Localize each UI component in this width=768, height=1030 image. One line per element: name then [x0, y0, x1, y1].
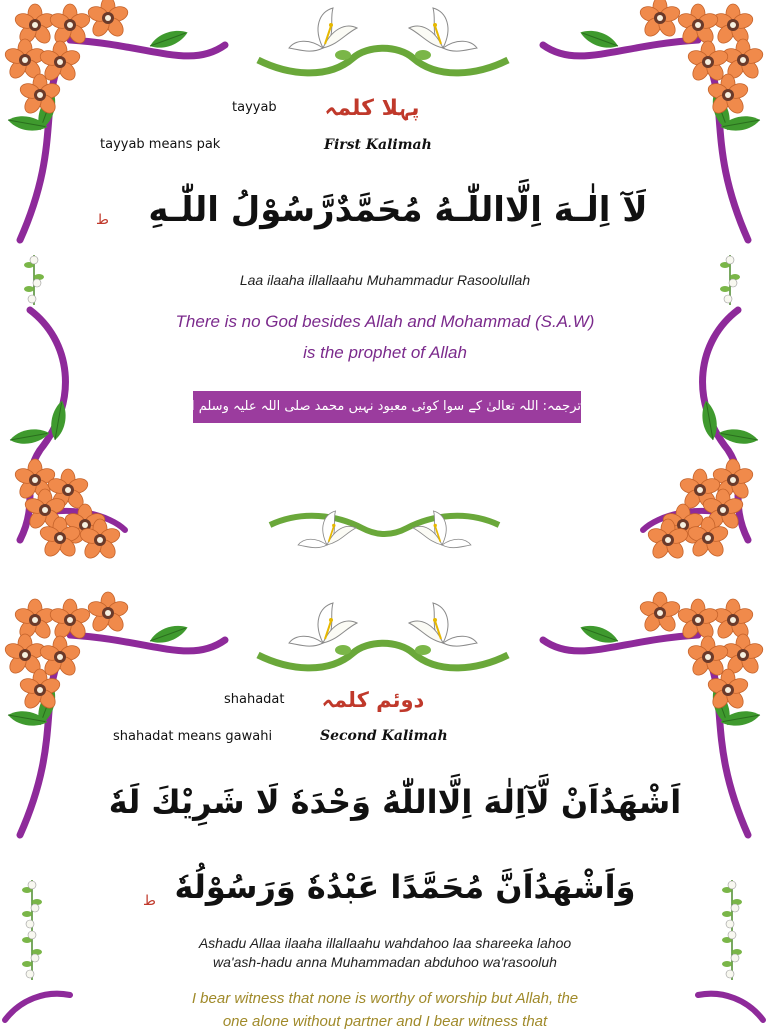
small-flower-sprig-icon [20, 930, 44, 990]
small-flower-sprig-icon [718, 255, 742, 315]
small-flower-sprig-icon [22, 255, 46, 315]
right-vine-icon [638, 300, 768, 570]
first-urdu-translation-banner: ترجمہ: اللہ تعالیٰ کے سوا کوئی معبود نہیں محمد صلی اللہ علیہ وسلم اللہ کے رسول ہیں۔ [193, 391, 581, 423]
lily-flower-icon [248, 595, 518, 680]
first-note-short: tayyab [232, 100, 277, 115]
second-urdu-title: دوئم کلمہ [321, 688, 425, 712]
first-arabic-line: لَآ اِلٰـهَ اِلَّااللّٰـهُ مُحَمَّدٌرَّسُوْلُ اللّٰـهِ [148, 190, 648, 230]
second-arabic-line1: اَشْهَدُاَنْ لَّآاِلٰهَ اِلَّااللّٰهُ وَحْدَهٗ لَا شَرِيْكَ لَهٗ [108, 783, 682, 821]
first-urdu-title: پہلا کلمہ [324, 96, 420, 121]
first-english-title: First Kalimah [324, 137, 432, 153]
first-note-long: tayyab means pak [100, 137, 221, 152]
second-transliteration-line2: wa'ash-hadu anna Muhammadan abduhoo wa'rasooluh [213, 954, 557, 970]
bottom-vine-icon [0, 985, 90, 1024]
second-meaning-line2: one alone without partner and I bear witness that [222, 1013, 548, 1030]
first-meaning-line1: There is no God besides Allah and Mohammad (S.A.W) [175, 312, 595, 331]
left-vine-icon [0, 300, 130, 570]
second-arabic-line2: وَاَشْهَدُاَنَّ مُحَمَّدًا عَبْدُهٗ وَرَسُوْلُهٗ [174, 868, 636, 906]
small-flower-sprig-icon [720, 930, 744, 990]
first-stop-marker: ط [96, 212, 109, 228]
lily-flower-icon [248, 0, 518, 85]
lily-flower-icon [262, 500, 507, 570]
second-meaning-line1: I bear witness that none is worthy of worship but Allah, the [191, 990, 579, 1007]
bottom-vine-icon [678, 985, 768, 1024]
second-english-title: Second Kalimah [320, 728, 448, 744]
first-meaning-line2: is the prophet of Allah [303, 343, 467, 362]
second-stop-marker: ط [143, 893, 156, 909]
second-transliteration-line1: Ashadu Allaa ilaaha illallaahu wahdahoo laa shareeka lahoo [198, 935, 572, 951]
second-note-short: shahadat [224, 692, 285, 707]
first-transliteration: Laa ilaaha illallaahu Muhammadur Rasoolullah [239, 272, 531, 288]
second-note-long: shahadat means gawahi [113, 729, 273, 744]
